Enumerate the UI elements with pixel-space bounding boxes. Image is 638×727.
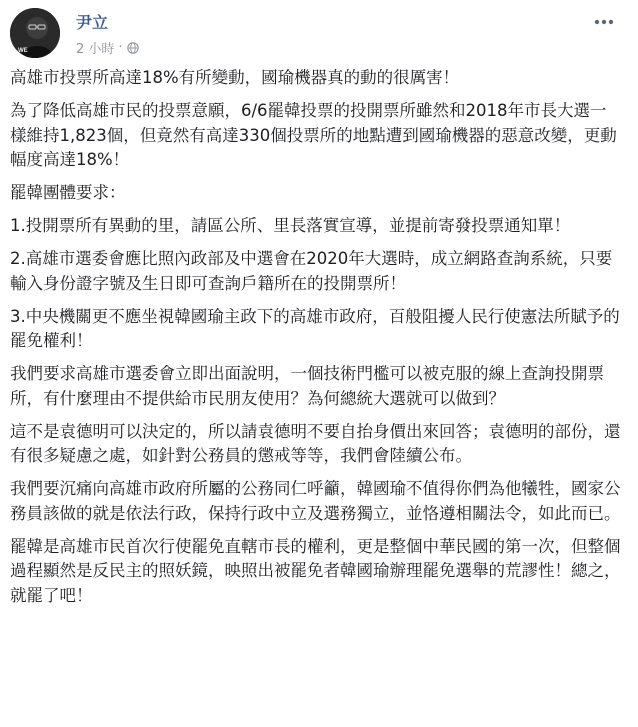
author-name[interactable]: 尹立 <box>76 13 109 32</box>
post-paragraph: 2.高雄市選委會應比照內政部及中選會在2020年大選時，成立網路查詢系統，只要輸入身份證字號及生日即可查詢戶籍所在的投開票所！ <box>10 249 613 293</box>
svg-text:WE: WE <box>18 48 28 54</box>
more-options-button[interactable] <box>592 14 616 30</box>
post-paragraph: 我們要沉痛向高雄市政府所屬的公務同仁呼籲，韓國瑜不值得你們為他犧牲，國家公務員該做的就是依法行政，保持行政中立及選務獨立，並恪遵相關法令，如此而已。 <box>10 479 621 523</box>
avatar[interactable] <box>10 8 60 58</box>
post-paragraph: 1.投開票所有異動的里，請區公所、里長落實宣導，並提前寄發投票通知單！ <box>10 216 571 235</box>
post-paragraph: 高雄市投票所高達18%有所變動，國瑜機器真的動的很厲害！ <box>10 68 460 87</box>
post-paragraph: 這不是袁德明可以決定的，所以請袁德明不要自抬身價出來回答；袁德明的部份，還有很多疑慮之處，如針對公務員的懲戒等等，我們會陸續公布。 <box>10 421 621 465</box>
post-paragraph: 3.中央機關更不應坐視韓國瑜主政下的高雄市政府，百般阻擾人民行使憲法所賦予的罷免權利！ <box>10 306 620 350</box>
globe-icon[interactable] <box>127 42 139 54</box>
post-body <box>10 66 622 617</box>
post-header <box>10 8 630 60</box>
avatar-photo-icon <box>10 8 60 58</box>
post-paragraph: 罷韓是高雄市民首次行使罷免直轄市長的權利，更是整個中華民國的第一次，但整個過程顯然是反民主的照妖鏡，映照出被罷免者韓國瑜辦理罷免選舉的荒謬性！總之，就罷了吧！ <box>10 536 621 605</box>
more-options-icon <box>594 19 614 25</box>
post-paragraph: 我們要求高雄市選委會立即出面說明，一個技術門檻可以被克服的線上查詢投開票所，有什麼理由不提供給市民朋友使用？為何總統大選就可以做到？ <box>10 364 604 408</box>
post-paragraph: 為了降低高雄市民的投票意願，6/6罷韓投票的投開票所雖然和2018年市長大選一樣維持1,823個，但竟然有高達330個投票所的地點遭到國瑜機器的惡意改變，更動幅度高達18%！ <box>10 101 617 169</box>
post-meta <box>76 38 139 57</box>
meta-separator: · <box>118 40 123 55</box>
post-time[interactable]: 2 小時 <box>76 42 115 57</box>
post-paragraph: 罷韓團體要求： <box>10 183 126 202</box>
